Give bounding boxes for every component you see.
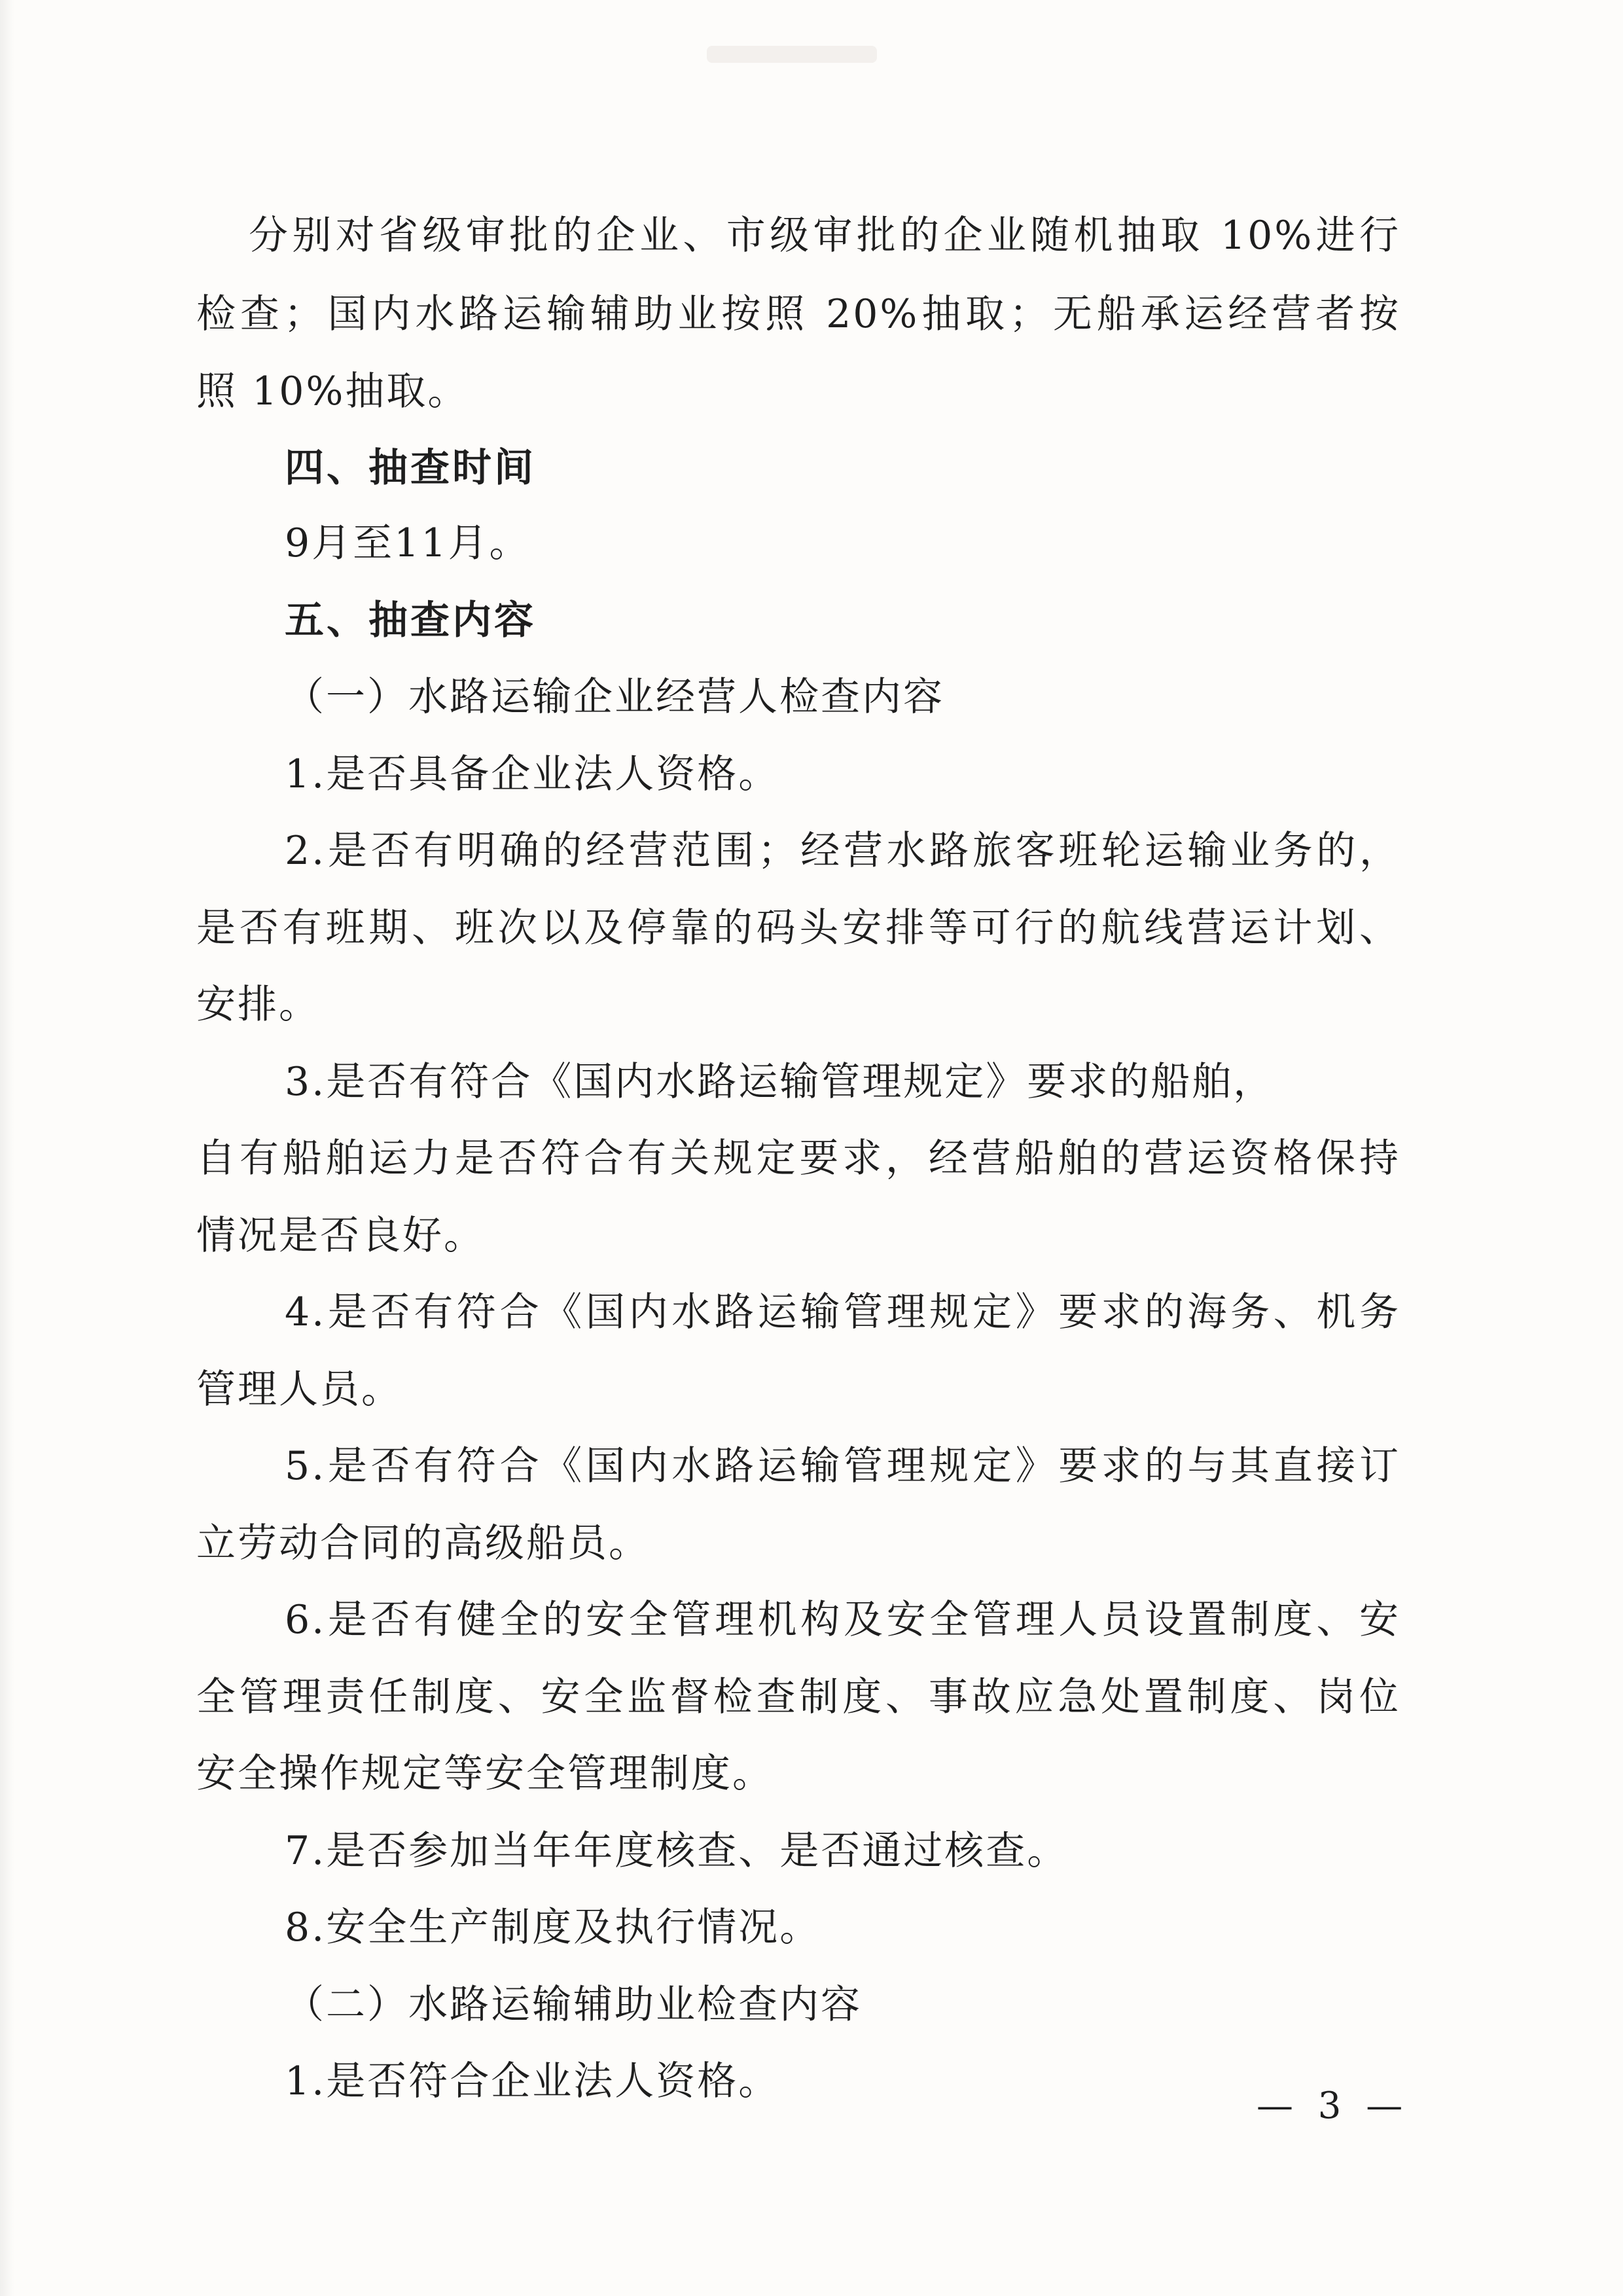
item-1-1: 1.是否具备企业法人资格。 <box>285 751 780 797</box>
item-2-1: 1.是否符合企业法人资格。 <box>285 2058 780 2104</box>
paragraph-line-1: 分别对省级审批的企业、市级审批的企业随机抽取 10%进行 <box>249 213 1400 259</box>
paragraph-line-2: 检查；国内水路运输辅助业按照 20%抽取；无船承运经营者按 <box>196 291 1400 337</box>
item-1-5-line-1: 5.是否有符合《国内水路运输管理规定》要求的与其直接订 <box>285 1443 1400 1489</box>
paragraph-time: 9月至11月。 <box>285 520 531 566</box>
item-1-3-line-3: 情况是否良好。 <box>196 1213 485 1259</box>
item-1-2-line-3: 安排。 <box>196 982 320 1028</box>
page-number: — 3 — <box>1257 2085 1410 2127</box>
section-heading-time: 四、抽查时间 <box>285 445 536 491</box>
scan-artifact <box>707 46 877 63</box>
item-1-3-line-2: 自有船舶运力是否符合有关规定要求，经营船舶的营运资格保持 <box>196 1136 1400 1181</box>
subsection-heading-1: （一）水路运输企业经营人检查内容 <box>285 674 944 720</box>
item-1-5-line-2: 立劳动合同的高级船员。 <box>196 1520 650 1566</box>
item-1-6-line-2: 全管理责任制度、安全监督检查制度、事故应急处置制度、岗位 <box>196 1674 1400 1720</box>
item-1-6-line-1: 6.是否有健全的安全管理机构及安全管理人员设置制度、安 <box>285 1597 1400 1643</box>
item-1-3-line-1: 3.是否有符合《国内水路运输管理规定》要求的船舶， <box>285 1059 1275 1105</box>
scan-edge <box>0 0 14 2296</box>
item-1-7: 7.是否参加当年年度核查、是否通过核查。 <box>285 1828 1069 1874</box>
item-1-4-line-1: 4.是否有符合《国内水路运输管理规定》要求的海务、机务 <box>285 1289 1400 1335</box>
item-1-6-line-3: 安全操作规定等安全管理制度。 <box>196 1751 774 1797</box>
subsection-heading-2: （二）水路运输辅助业检查内容 <box>285 1982 862 2028</box>
section-heading-content: 五、抽查内容 <box>285 598 536 643</box>
item-1-2-line-1: 2.是否有明确的经营范围；经营水路旅客班轮运输业务的， <box>285 828 1400 874</box>
item-1-8: 8.安全生产制度及执行情况。 <box>285 1905 821 1950</box>
paragraph-line-3: 照 10%抽取。 <box>196 368 469 414</box>
item-1-2-line-2: 是否有班期、班次以及停靠的码头安排等可行的航线营运计划、 <box>196 905 1400 951</box>
item-1-4-line-2: 管理人员。 <box>196 1367 402 1412</box>
